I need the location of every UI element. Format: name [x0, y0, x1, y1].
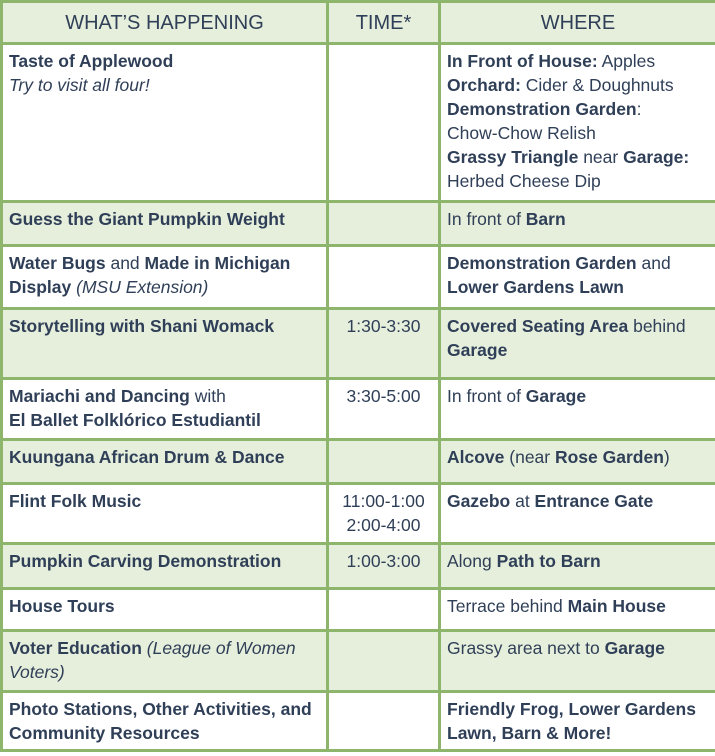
text-segment: :	[636, 99, 642, 119]
schedule-row	[2, 589, 715, 631]
event-name	[2, 44, 328, 202]
location-line	[447, 447, 670, 467]
event-name	[2, 484, 328, 544]
event-location	[440, 202, 715, 246]
location-line	[447, 491, 653, 511]
text-segment: Covered Seating Area	[447, 316, 629, 336]
location-line	[447, 73, 709, 97]
location-line	[447, 638, 665, 658]
event-time	[328, 246, 440, 309]
text-segment: Mariachi and Dancing	[9, 386, 190, 406]
text-segment: Lower Gardens Lawn	[447, 277, 624, 297]
event-location	[440, 379, 715, 440]
text-segment: El Ballet Folklórico Estudiantil	[9, 410, 261, 430]
text-segment: Rose Garden	[554, 447, 664, 467]
text-segment: (League of Women Voters)	[9, 638, 296, 682]
text-segment: and	[105, 253, 145, 273]
header-where: WHERE	[440, 2, 715, 44]
event-time	[328, 692, 440, 751]
schedule-row	[2, 309, 715, 379]
event-time	[328, 631, 440, 692]
event-name	[2, 246, 328, 309]
text-segment: Main House	[567, 596, 666, 616]
text-segment: Apples	[597, 51, 656, 71]
text-segment: In front of	[447, 386, 526, 406]
event-name	[2, 202, 328, 246]
event-location	[440, 309, 715, 379]
text-segment: Gazebo	[447, 491, 511, 511]
text-segment: Flint Folk Music	[9, 491, 142, 511]
text-segment: Made in Michigan Display	[9, 253, 291, 297]
text-segment: Along	[447, 551, 497, 571]
event-location	[440, 246, 715, 309]
event-time	[328, 44, 440, 202]
event-name	[2, 544, 328, 589]
text-segment: House Tours	[9, 596, 115, 616]
event-location	[440, 484, 715, 544]
schedule-row	[2, 379, 715, 440]
text-segment: Alcove	[447, 447, 505, 467]
event-name	[2, 589, 328, 631]
event-location	[440, 44, 715, 202]
text-segment: Voter Education	[9, 638, 142, 658]
text-segment: Cider & Doughnuts	[520, 75, 674, 95]
text-segment: and	[636, 253, 671, 273]
location-line	[447, 253, 671, 297]
location-line	[447, 121, 709, 145]
event-time: 1:30-3:30	[328, 309, 440, 379]
text-segment: Terrace behind	[447, 596, 568, 616]
schedule-row	[2, 202, 715, 246]
header-what: WHAT’S HAPPENING	[2, 2, 328, 44]
schedule-row	[2, 631, 715, 692]
schedule-row	[2, 44, 715, 202]
text-segment: Water Bugs	[9, 253, 106, 273]
schedule-row	[2, 692, 715, 751]
text-segment: Storytelling with Shani Womack	[9, 316, 275, 336]
text-segment: Grassy area next to	[447, 638, 605, 658]
location-line	[447, 596, 666, 616]
event-time: 1:00-3:00	[328, 544, 440, 589]
event-location	[440, 692, 715, 751]
text-segment: Garage	[447, 340, 508, 360]
text-segment: )	[663, 447, 670, 467]
location-line	[447, 699, 696, 743]
text-segment: Taste of Applewood	[9, 51, 174, 71]
event-location	[440, 589, 715, 631]
text-segment: In front of	[447, 209, 526, 229]
header-row	[2, 2, 715, 44]
text-segment: behind	[628, 316, 686, 336]
location-line	[447, 386, 586, 406]
location-line	[447, 97, 709, 121]
location-line	[447, 169, 709, 193]
text-segment: Demonstration Garden	[447, 253, 637, 273]
event-time: 11:00-1:00 2:00-4:00	[328, 484, 440, 544]
location-line	[447, 49, 709, 73]
location-line	[447, 551, 601, 571]
event-time	[328, 440, 440, 484]
text-segment: (near	[504, 447, 555, 467]
text-segment: near	[578, 147, 624, 167]
event-time: 3:30-5:00	[328, 379, 440, 440]
text-segment: Kuungana African Drum & Dance	[9, 447, 285, 467]
text-segment: with	[189, 386, 226, 406]
text-segment: Garage	[604, 638, 665, 658]
header-time: TIME*	[328, 2, 440, 44]
text-segment: Path to Barn	[496, 551, 601, 571]
text-segment: (MSU Extension)	[71, 277, 209, 297]
event-time	[328, 202, 440, 246]
location-line	[447, 145, 709, 169]
schedule-row	[2, 440, 715, 484]
text-segment: Entrance Gate	[534, 491, 654, 511]
event-name	[2, 631, 328, 692]
text-segment: Guess the Giant Pumpkin Weight	[9, 209, 285, 229]
event-time	[328, 589, 440, 631]
text-segment: Chow-Chow Relish	[447, 123, 596, 143]
text-segment: Friendly Frog, Lower Gardens Lawn, Barn & More!	[447, 699, 696, 743]
text-segment: at	[510, 491, 535, 511]
schedule-row	[2, 544, 715, 589]
text-segment: Pumpkin Carving Demonstration	[9, 551, 282, 571]
event-name	[2, 379, 328, 440]
text-segment: Orchard:	[447, 75, 521, 95]
text-segment: Grassy Triangle	[447, 147, 579, 167]
text-segment: Demonstration Garden	[447, 99, 637, 119]
location-line	[447, 209, 566, 229]
text-segment: Garage	[525, 386, 587, 406]
text-segment: Garage:	[623, 147, 690, 167]
event-name	[2, 440, 328, 484]
location-line	[447, 316, 686, 360]
event-location	[440, 440, 715, 484]
text-segment: In Front of House:	[447, 51, 598, 71]
schedule-row	[2, 246, 715, 309]
text-segment: Barn	[525, 209, 566, 229]
text-segment: Herbed Cheese Dip	[447, 171, 601, 191]
event-note: Try to visit all four!	[9, 75, 150, 95]
text-segment: Photo Stations, Other Activities, and Community Resources	[9, 699, 312, 743]
event-location	[440, 544, 715, 589]
event-name	[2, 309, 328, 379]
schedule-row	[2, 484, 715, 544]
event-name	[2, 692, 328, 751]
event-location	[440, 631, 715, 692]
